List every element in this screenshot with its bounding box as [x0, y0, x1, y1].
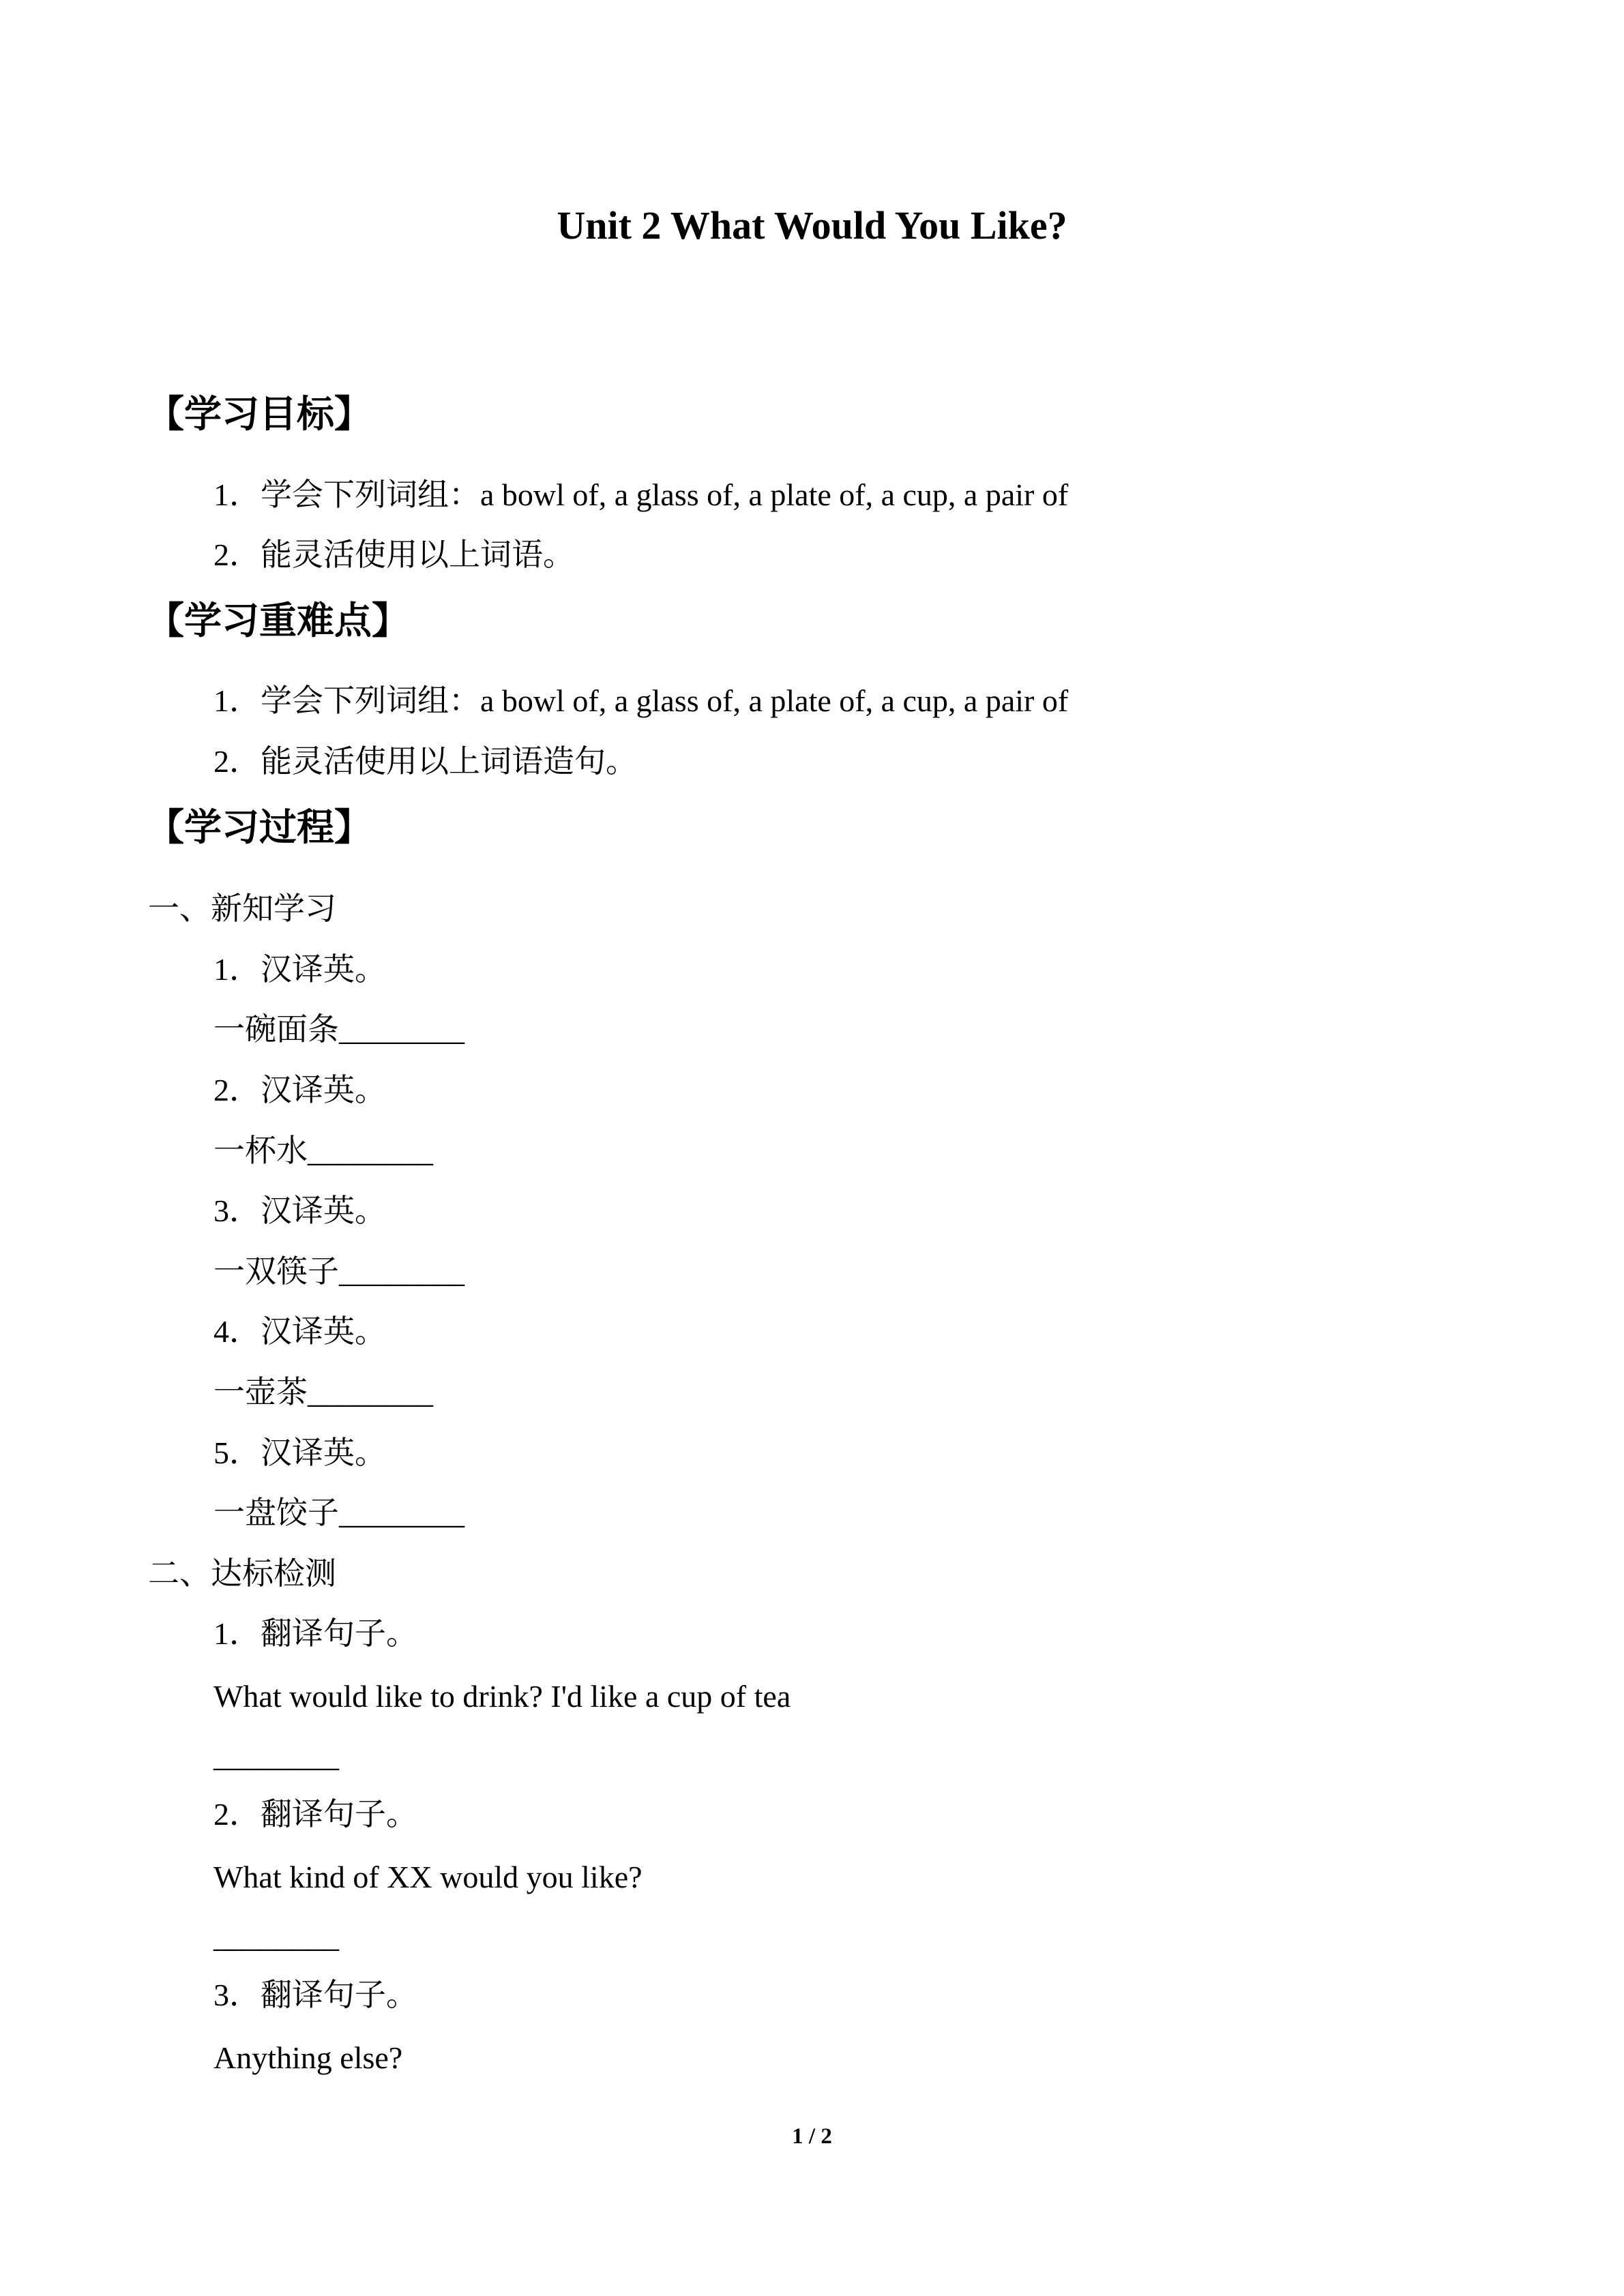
exercise-2-prompt: 一杯水________ — [213, 1133, 433, 1168]
page-number: 1 / 2 — [792, 2124, 832, 2149]
key-point-item-1: 1．学会下列词组：a bowl of, a glass of, a plate of, a cup, a pair of — [213, 683, 1069, 718]
exercise-3-label: 3．汉译英。 — [213, 1193, 386, 1228]
part-2-title: 二、达标检测 — [148, 1556, 336, 1591]
translation-1-sentence: What would like to drink? I'd like a cup of tea — [213, 1679, 791, 1714]
exercise-2-label: 2．汉译英。 — [213, 1073, 386, 1107]
objectives-heading: 【学习目标】 — [147, 392, 372, 436]
translation-3-sentence: Anything else? — [213, 2040, 403, 2075]
translation-3-label: 3．翻译句子。 — [213, 1978, 417, 2012]
exercise-1-label: 1．汉译英。 — [213, 952, 386, 987]
exercise-3-prompt: 一双筷子________ — [213, 1254, 464, 1289]
translation-2-label: 2．翻译句子。 — [213, 1797, 417, 1832]
objective-item-1: 1．学会下列词组：a bowl of, a glass of, a plate of, a cup, a pair of — [213, 477, 1069, 512]
exercise-4-prompt: 一壶茶________ — [213, 1375, 433, 1410]
process-heading: 【学习过程】 — [147, 805, 372, 849]
part-1-title: 一、新知学习 — [148, 891, 336, 926]
translation-2-sentence: What kind of XX would you like? — [213, 1860, 643, 1894]
translation-1-answer-blank: ________ — [213, 1738, 339, 1773]
exercise-1-prompt: 一碗面条________ — [213, 1012, 464, 1047]
translation-2-answer-blank: ________ — [213, 1919, 339, 1954]
exercise-5-prompt: 一盘饺子________ — [213, 1495, 464, 1530]
key-points-heading: 【学习重难点】 — [147, 599, 410, 642]
objective-item-2: 2．能灵活使用以上词语。 — [213, 537, 574, 572]
page-title: Unit 2 What Would You Like? — [557, 203, 1067, 248]
exercise-4-label: 4．汉译英。 — [213, 1314, 386, 1349]
key-point-item-2: 2．能灵活使用以上词语造句。 — [213, 744, 637, 779]
exercise-5-label: 5．汉译英。 — [213, 1435, 386, 1470]
translation-1-label: 1．翻译句子。 — [213, 1616, 417, 1651]
